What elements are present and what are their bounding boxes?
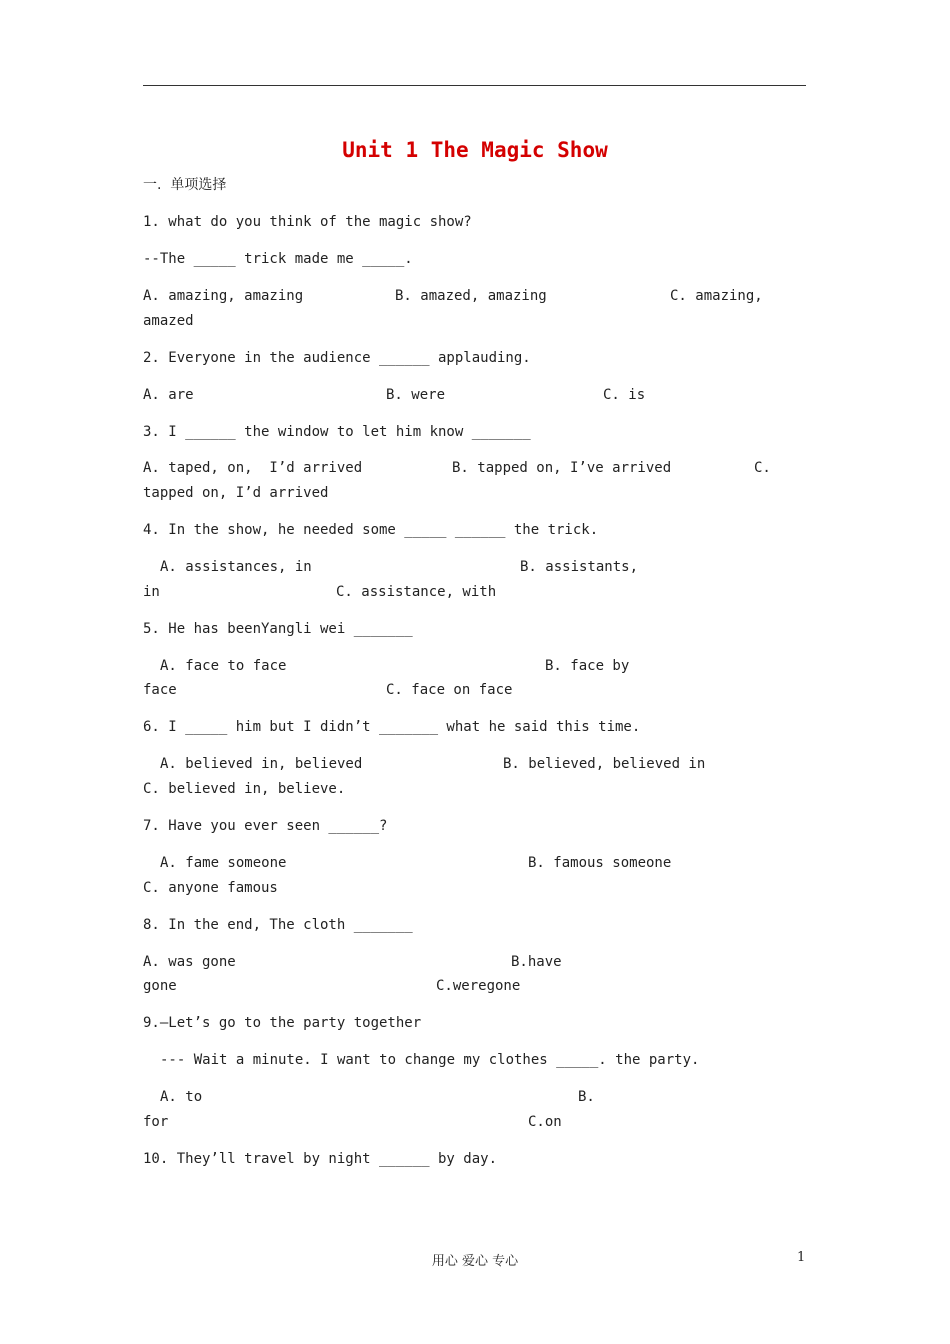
question-line: 1. what do you think of the magic show?: [143, 214, 472, 230]
question-line: 9.—Let’s go to the party together: [143, 1015, 422, 1031]
page-footer: 用心 爱心 专心: [431, 1254, 519, 1269]
question-line: B.have: [511, 954, 562, 970]
page-number: 1: [797, 1250, 806, 1265]
question-line: gone: [143, 978, 177, 994]
question-line: B. face by: [545, 658, 630, 674]
question-line: C. face on face: [386, 682, 513, 698]
question-line: B. amazed, amazing: [395, 288, 547, 304]
question-line: A. assistances, in: [160, 559, 312, 575]
question-line: A. fame someone: [160, 855, 287, 871]
question-line: C. is: [603, 387, 646, 403]
question-line: B. were: [386, 387, 446, 403]
question-line: face: [143, 682, 177, 698]
question-line: for: [143, 1114, 169, 1130]
question-line: C.: [754, 460, 771, 476]
question-line: C. amazing,: [670, 288, 763, 304]
question-line: A. was gone: [143, 954, 236, 970]
question-line: B. assistants,: [520, 559, 639, 575]
question-line: 8. In the end, The cloth _______: [143, 917, 413, 933]
question-line: B. believed, believed in: [503, 756, 706, 772]
question-line: 5. He has beenYangli wei _______: [143, 621, 413, 637]
question-line: in: [143, 584, 160, 600]
question-line: 3. I ______ the window to let him know _______: [143, 424, 531, 440]
question-line: 6. I _____ him but I didn’t _______ what he said this time.: [143, 719, 641, 735]
question-line: A. to: [160, 1089, 203, 1105]
question-line: B. famous someone: [528, 855, 672, 871]
section-heading: 一. 单项选择: [143, 177, 227, 193]
header-rule: [143, 85, 806, 86]
question-line: tapped on, I’d arrived: [143, 485, 329, 501]
question-line: C.weregone: [436, 978, 521, 994]
question-line: A. believed in, believed: [160, 756, 363, 772]
question-line: C. believed in, believe.: [143, 781, 346, 797]
question-line: 2. Everyone in the audience ______ applauding.: [143, 350, 531, 366]
question-line: B.: [578, 1089, 595, 1105]
question-line: amazed: [143, 313, 194, 329]
question-line: --The _____ trick made me _____.: [143, 251, 413, 267]
question-line: A. face to face: [160, 658, 287, 674]
question-line: 10. They’ll travel by night ______ by day.: [143, 1151, 498, 1167]
question-line: A. amazing, amazing: [143, 288, 304, 304]
question-line: B. tapped on, I’ve arrived: [452, 460, 672, 476]
question-line: C.on: [528, 1114, 562, 1130]
question-line: A. taped, on, I’d arrived: [143, 460, 363, 476]
question-line: C. assistance, with: [336, 584, 497, 600]
question-line: --- Wait a minute. I want to change my clothes _____. the party.: [160, 1052, 700, 1068]
question-line: A. are: [143, 387, 194, 403]
page-title: Unit 1 The Magic Show: [342, 138, 608, 162]
question-line: 4. In the show, he needed some _____ ______ the trick.: [143, 522, 599, 538]
question-line: 7. Have you ever seen ______?: [143, 818, 388, 834]
question-line: C. anyone famous: [143, 880, 278, 896]
